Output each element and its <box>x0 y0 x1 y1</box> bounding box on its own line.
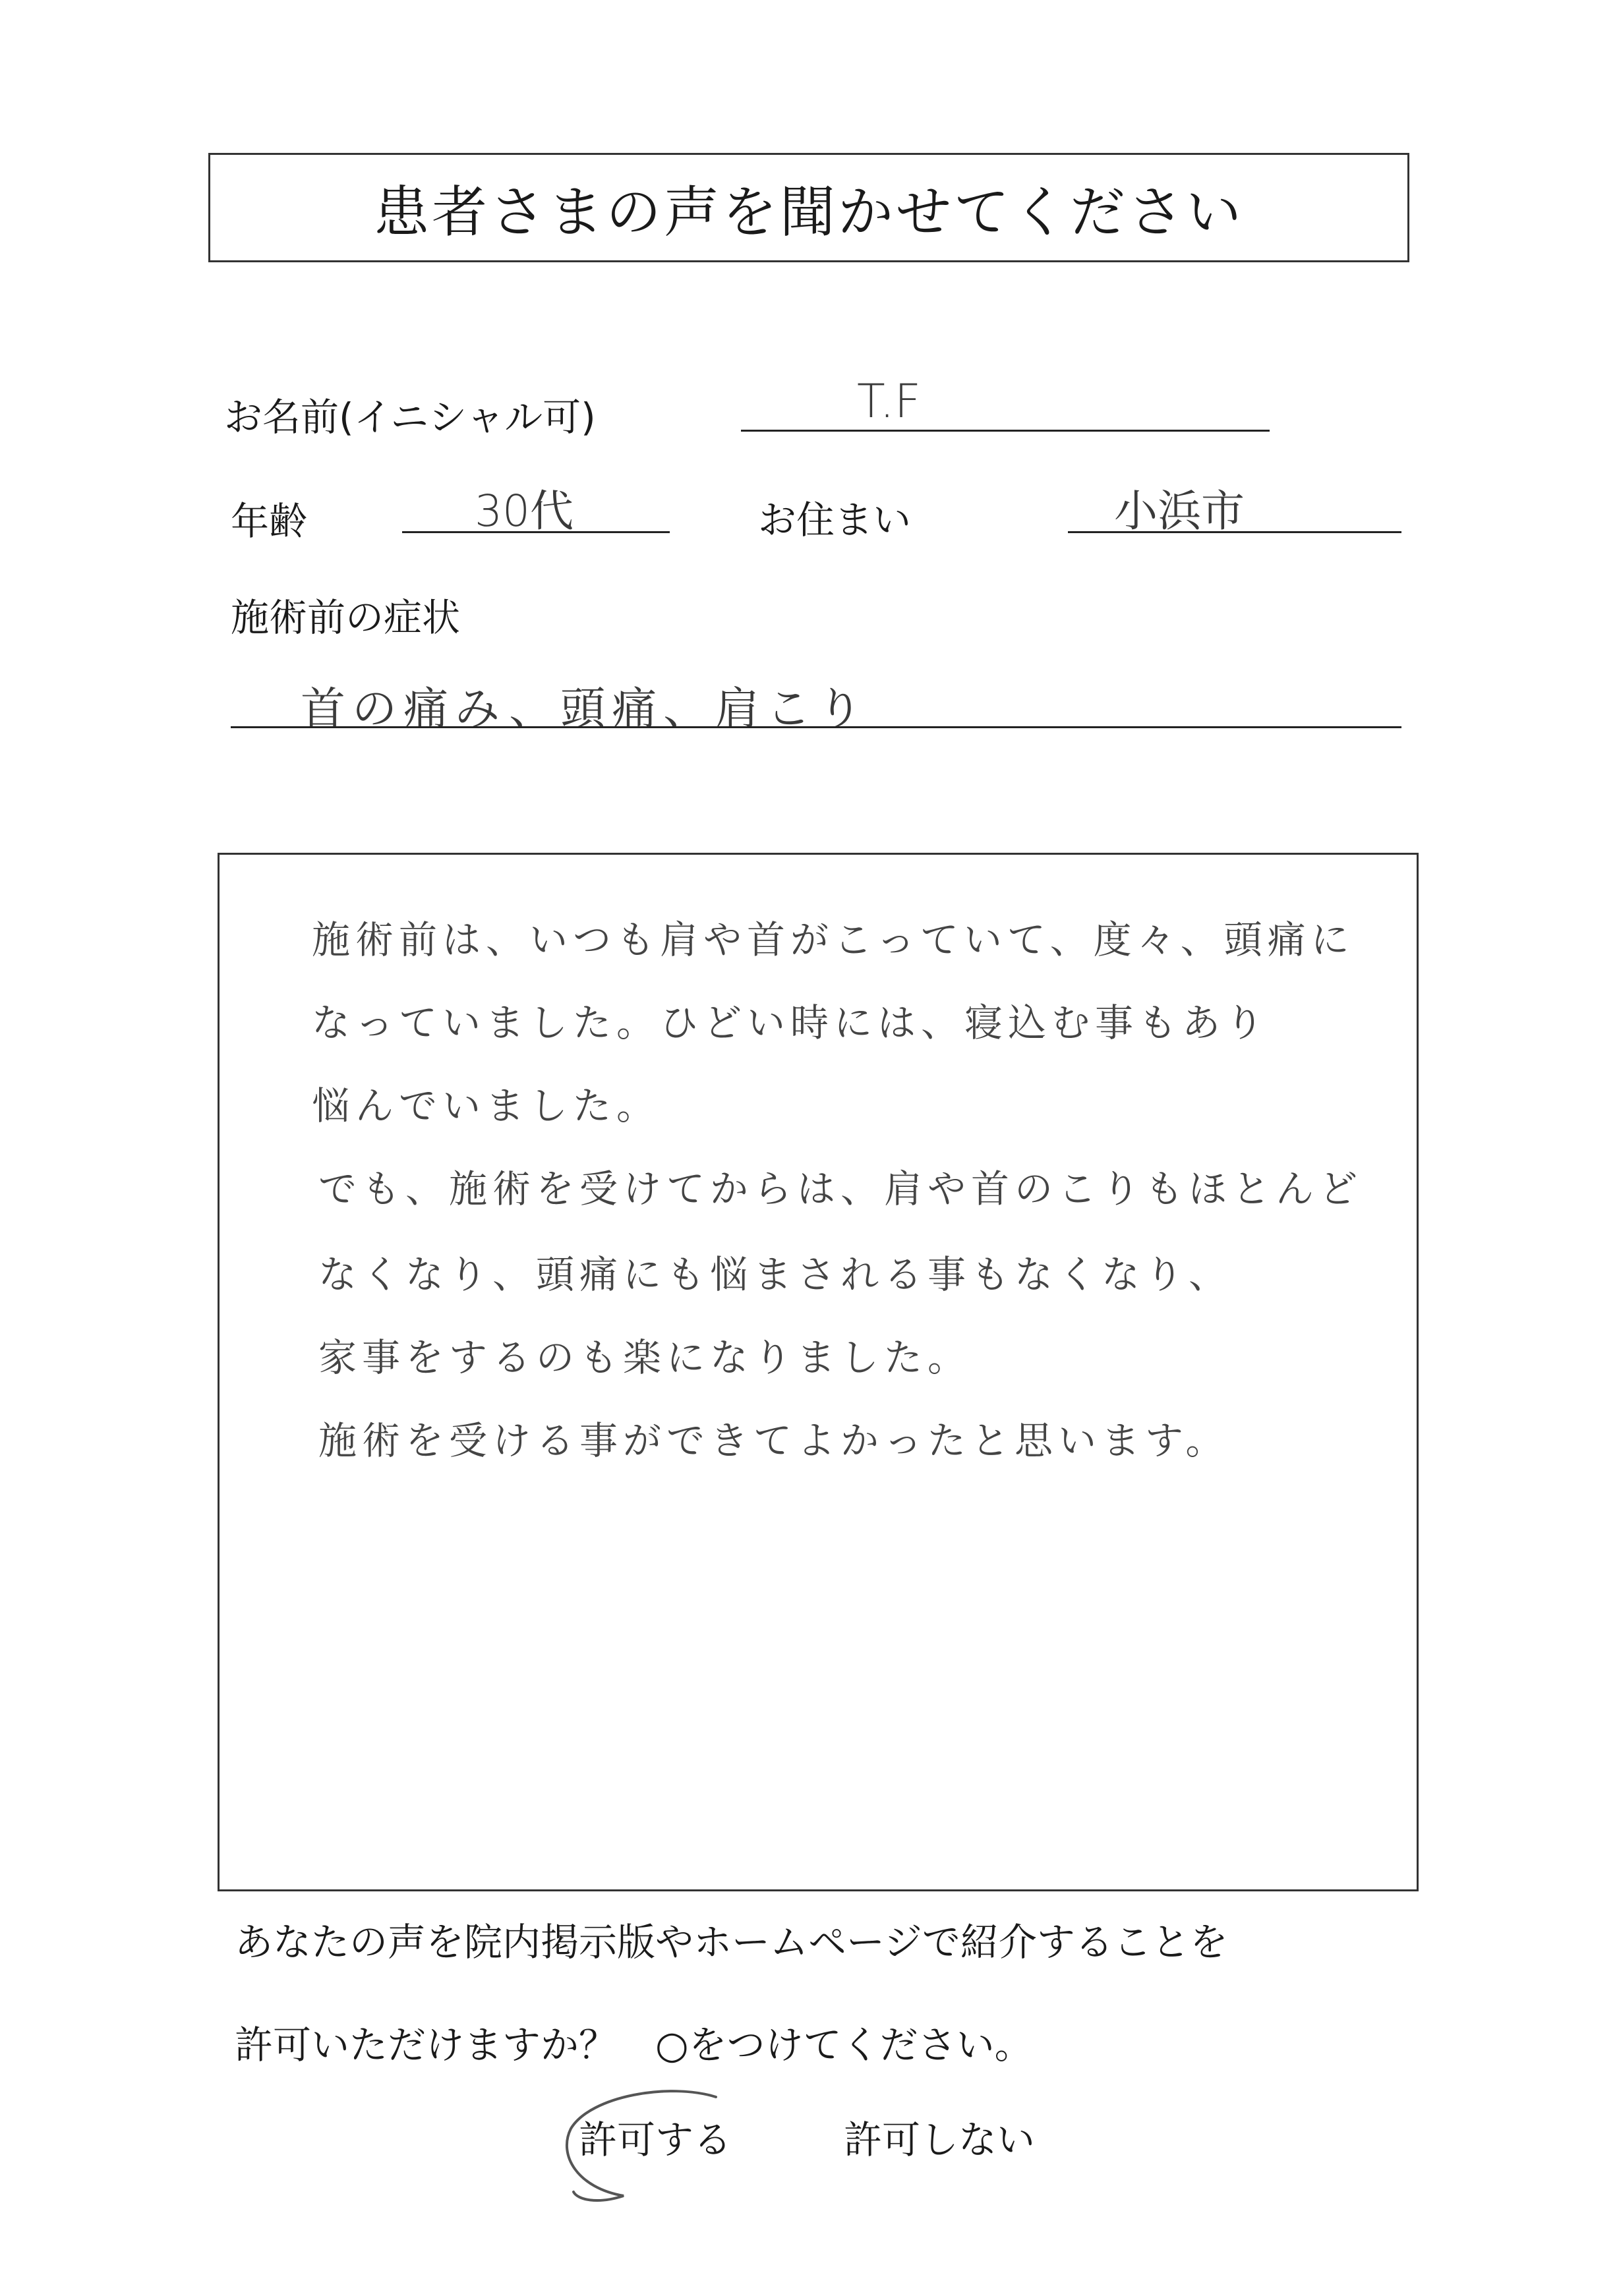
consent-question-line1: あなたの声を院内掲示版やホームページで紹介することを <box>235 1920 1228 1965</box>
residence-label: お住まい <box>758 498 912 542</box>
name-underline <box>741 430 1270 432</box>
symptoms-label: 施術前の症状 <box>231 595 461 640</box>
residence-value[interactable]: 小浜市 <box>1114 486 1245 536</box>
comment-line: なくなり、頭痛にも悩まされる事もなくなり、 <box>318 1252 1233 1297</box>
age-value[interactable]: 30代 <box>475 486 574 536</box>
comment-line: でも、施術を受けてからは、肩や首のこりもほとんど <box>318 1166 1363 1211</box>
age-underline <box>402 531 670 533</box>
name-label: お名前(イニシャル可) <box>224 395 596 440</box>
consent-question-line2: 許可いただけますか？ ○をつけてください。 <box>235 2023 1033 2067</box>
name-value[interactable]: T.F <box>857 374 921 428</box>
comment-line: 悩んでいました。 <box>312 1083 661 1128</box>
comment-line: 家事をするのも楽になりました。 <box>318 1335 972 1380</box>
comment-line: なっていました。ひどい時には、寝込む事もあり <box>312 1000 1270 1045</box>
comment-line: 施術前は、いつも肩や首がこっていて、度々、頭痛に <box>312 917 1355 962</box>
comment-line: 施術を受ける事ができてよかったと思います。 <box>318 1418 1229 1463</box>
allow-option[interactable]: 許可する <box>579 2117 732 2162</box>
symptoms-value[interactable]: 首の痛み、頭痛、肩こり <box>301 683 869 735</box>
age-label: 年齢 <box>231 499 308 544</box>
comment-box[interactable] <box>218 853 1419 1891</box>
page-title: 患者さまの声を聞かせてください <box>208 153 1409 262</box>
deny-option[interactable]: 許可しない <box>844 2117 1036 2162</box>
residence-underline <box>1068 531 1401 533</box>
symptoms-underline <box>231 726 1401 728</box>
